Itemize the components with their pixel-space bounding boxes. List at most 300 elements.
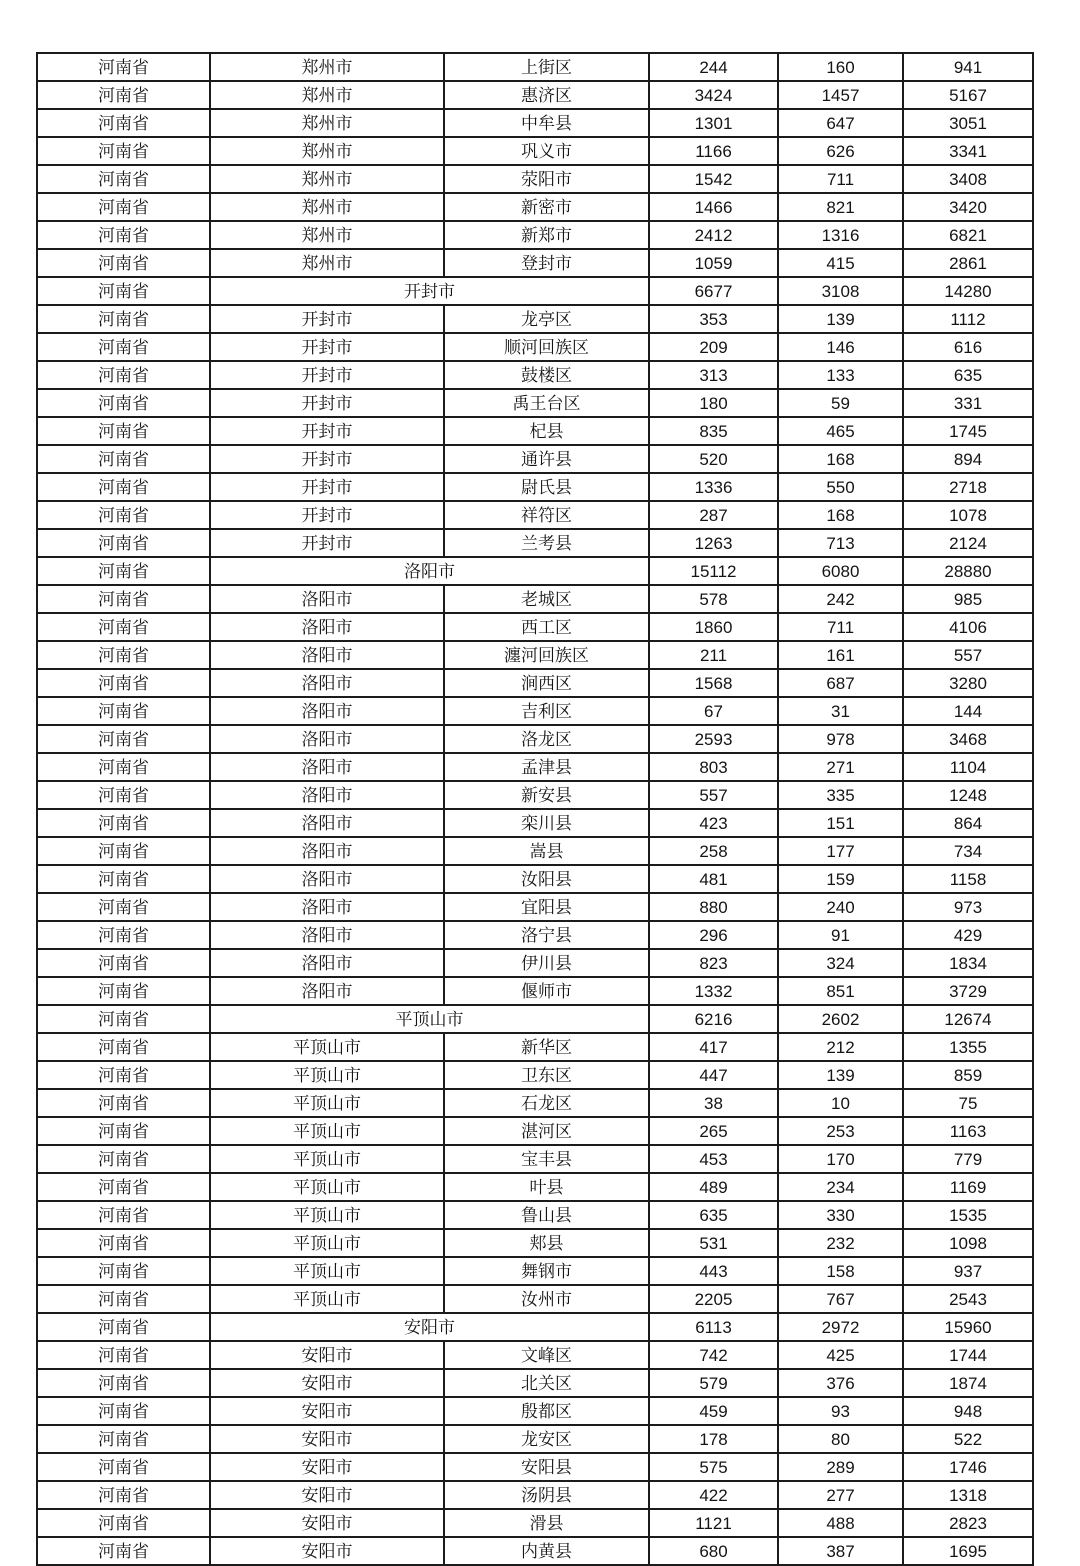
value-cell-3: 6821 bbox=[903, 221, 1033, 249]
city-cell: 洛阳市 bbox=[210, 585, 444, 613]
table-row bbox=[37, 249, 1033, 277]
value-cell-3: 937 bbox=[903, 1257, 1033, 1285]
city-cell: 洛阳市 bbox=[210, 977, 444, 1005]
city-cell: 洛阳市 bbox=[210, 949, 444, 977]
value-cell-3: 3420 bbox=[903, 193, 1033, 221]
value-cell-3: 75 bbox=[903, 1089, 1033, 1117]
value-cell-1: 520 bbox=[649, 445, 778, 473]
district-cell: 叶县 bbox=[444, 1173, 649, 1201]
table-row bbox=[37, 417, 1033, 445]
value-cell-2: 465 bbox=[778, 417, 903, 445]
district-cell: 杞县 bbox=[444, 417, 649, 445]
value-cell-2: 6080 bbox=[778, 557, 903, 585]
value-cell-3: 2823 bbox=[903, 1509, 1033, 1537]
value-cell-1: 6113 bbox=[649, 1313, 778, 1341]
district-cell: 涧西区 bbox=[444, 669, 649, 697]
city-cell: 开封市 bbox=[210, 361, 444, 389]
province-cell: 河南省 bbox=[37, 221, 210, 249]
value-cell-1: 1059 bbox=[649, 249, 778, 277]
city-cell: 开封市 bbox=[210, 445, 444, 473]
value-cell-2: 324 bbox=[778, 949, 903, 977]
value-cell-3: 2718 bbox=[903, 473, 1033, 501]
district-cell: 禹王台区 bbox=[444, 389, 649, 417]
value-cell-2: 59 bbox=[778, 389, 903, 417]
province-cell: 河南省 bbox=[37, 921, 210, 949]
district-cell: 栾川县 bbox=[444, 809, 649, 837]
city-cell: 安阳市 bbox=[210, 1481, 444, 1509]
value-cell-1: 287 bbox=[649, 501, 778, 529]
value-cell-3: 941 bbox=[903, 53, 1033, 81]
value-cell-1: 2412 bbox=[649, 221, 778, 249]
table-row bbox=[37, 53, 1033, 81]
value-cell-2: 851 bbox=[778, 977, 903, 1005]
value-cell-1: 803 bbox=[649, 753, 778, 781]
value-cell-3: 635 bbox=[903, 361, 1033, 389]
value-cell-1: 6216 bbox=[649, 1005, 778, 1033]
province-cell: 河南省 bbox=[37, 1285, 210, 1313]
city-district-merged-cell: 安阳市 bbox=[210, 1313, 649, 1341]
value-cell-1: 578 bbox=[649, 585, 778, 613]
value-cell-2: 159 bbox=[778, 865, 903, 893]
value-cell-3: 1874 bbox=[903, 1369, 1033, 1397]
value-cell-1: 680 bbox=[649, 1537, 778, 1565]
value-cell-1: 1336 bbox=[649, 473, 778, 501]
table-row bbox=[37, 1061, 1033, 1089]
district-cell: 顺河回族区 bbox=[444, 333, 649, 361]
table-row bbox=[37, 501, 1033, 529]
district-cell: 新华区 bbox=[444, 1033, 649, 1061]
value-cell-1: 459 bbox=[649, 1397, 778, 1425]
value-cell-2: 212 bbox=[778, 1033, 903, 1061]
table-row bbox=[37, 277, 1033, 305]
city-cell: 安阳市 bbox=[210, 1453, 444, 1481]
city-cell: 平顶山市 bbox=[210, 1145, 444, 1173]
district-cell: 汝州市 bbox=[444, 1285, 649, 1313]
value-cell-3: 14280 bbox=[903, 277, 1033, 305]
value-cell-3: 12674 bbox=[903, 1005, 1033, 1033]
table-row bbox=[37, 1145, 1033, 1173]
value-cell-2: 711 bbox=[778, 613, 903, 641]
value-cell-1: 575 bbox=[649, 1453, 778, 1481]
table-row bbox=[37, 1481, 1033, 1509]
value-cell-2: 1316 bbox=[778, 221, 903, 249]
table-row bbox=[37, 1341, 1033, 1369]
city-cell: 开封市 bbox=[210, 529, 444, 557]
city-cell: 洛阳市 bbox=[210, 669, 444, 697]
city-cell: 郑州市 bbox=[210, 221, 444, 249]
table-row bbox=[37, 1117, 1033, 1145]
city-cell: 洛阳市 bbox=[210, 753, 444, 781]
table-row bbox=[37, 1369, 1033, 1397]
province-cell: 河南省 bbox=[37, 1173, 210, 1201]
province-cell: 河南省 bbox=[37, 1537, 210, 1565]
district-cell: 新密市 bbox=[444, 193, 649, 221]
district-cell: 瀍河回族区 bbox=[444, 641, 649, 669]
value-cell-1: 422 bbox=[649, 1481, 778, 1509]
value-cell-2: 415 bbox=[778, 249, 903, 277]
value-cell-1: 1166 bbox=[649, 137, 778, 165]
value-cell-1: 313 bbox=[649, 361, 778, 389]
value-cell-3: 948 bbox=[903, 1397, 1033, 1425]
city-cell: 安阳市 bbox=[210, 1397, 444, 1425]
district-cell: 巩义市 bbox=[444, 137, 649, 165]
value-cell-3: 28880 bbox=[903, 557, 1033, 585]
city-cell: 安阳市 bbox=[210, 1341, 444, 1369]
value-cell-2: 253 bbox=[778, 1117, 903, 1145]
value-cell-2: 821 bbox=[778, 193, 903, 221]
province-cell: 河南省 bbox=[37, 305, 210, 333]
city-cell: 开封市 bbox=[210, 389, 444, 417]
district-cell: 滑县 bbox=[444, 1509, 649, 1537]
district-cell: 中牟县 bbox=[444, 109, 649, 137]
table-row bbox=[37, 529, 1033, 557]
value-cell-1: 742 bbox=[649, 1341, 778, 1369]
value-cell-3: 1078 bbox=[903, 501, 1033, 529]
table-row bbox=[37, 1313, 1033, 1341]
value-cell-2: 151 bbox=[778, 809, 903, 837]
value-cell-3: 894 bbox=[903, 445, 1033, 473]
value-cell-1: 481 bbox=[649, 865, 778, 893]
value-cell-2: 10 bbox=[778, 1089, 903, 1117]
district-cell: 嵩县 bbox=[444, 837, 649, 865]
province-cell: 河南省 bbox=[37, 529, 210, 557]
value-cell-2: 80 bbox=[778, 1425, 903, 1453]
value-cell-1: 635 bbox=[649, 1201, 778, 1229]
value-cell-2: 387 bbox=[778, 1537, 903, 1565]
table-row bbox=[37, 921, 1033, 949]
province-cell: 河南省 bbox=[37, 389, 210, 417]
district-cell: 郏县 bbox=[444, 1229, 649, 1257]
city-district-merged-cell: 平顶山市 bbox=[210, 1005, 649, 1033]
value-cell-1: 258 bbox=[649, 837, 778, 865]
province-cell: 河南省 bbox=[37, 501, 210, 529]
district-cell: 老城区 bbox=[444, 585, 649, 613]
value-cell-3: 4106 bbox=[903, 613, 1033, 641]
table-row bbox=[37, 613, 1033, 641]
value-cell-1: 265 bbox=[649, 1117, 778, 1145]
table-row bbox=[37, 865, 1033, 893]
value-cell-1: 2593 bbox=[649, 725, 778, 753]
value-cell-3: 3729 bbox=[903, 977, 1033, 1005]
value-cell-2: 177 bbox=[778, 837, 903, 865]
value-cell-3: 15960 bbox=[903, 1313, 1033, 1341]
district-cell: 偃师市 bbox=[444, 977, 649, 1005]
city-cell: 洛阳市 bbox=[210, 725, 444, 753]
district-cell: 殷都区 bbox=[444, 1397, 649, 1425]
province-cell: 河南省 bbox=[37, 697, 210, 725]
value-cell-1: 447 bbox=[649, 1061, 778, 1089]
table-row bbox=[37, 1033, 1033, 1061]
value-cell-1: 15112 bbox=[649, 557, 778, 585]
city-cell: 平顶山市 bbox=[210, 1089, 444, 1117]
city-cell: 开封市 bbox=[210, 333, 444, 361]
value-cell-3: 3468 bbox=[903, 725, 1033, 753]
province-cell: 河南省 bbox=[37, 1117, 210, 1145]
city-cell: 开封市 bbox=[210, 305, 444, 333]
province-cell: 河南省 bbox=[37, 753, 210, 781]
district-cell: 宜阳县 bbox=[444, 893, 649, 921]
province-cell: 河南省 bbox=[37, 81, 210, 109]
value-cell-2: 139 bbox=[778, 1061, 903, 1089]
district-cell: 伊川县 bbox=[444, 949, 649, 977]
province-cell: 河南省 bbox=[37, 977, 210, 1005]
province-cell: 河南省 bbox=[37, 1313, 210, 1341]
value-cell-1: 453 bbox=[649, 1145, 778, 1173]
province-cell: 河南省 bbox=[37, 557, 210, 585]
table-row bbox=[37, 1285, 1033, 1313]
value-cell-1: 3424 bbox=[649, 81, 778, 109]
table-row bbox=[37, 473, 1033, 501]
table-row bbox=[37, 1537, 1033, 1565]
value-cell-1: 489 bbox=[649, 1173, 778, 1201]
city-cell: 安阳市 bbox=[210, 1425, 444, 1453]
province-cell: 河南省 bbox=[37, 641, 210, 669]
value-cell-3: 1355 bbox=[903, 1033, 1033, 1061]
table-row bbox=[37, 1397, 1033, 1425]
value-cell-2: 271 bbox=[778, 753, 903, 781]
value-cell-1: 211 bbox=[649, 641, 778, 669]
value-cell-3: 331 bbox=[903, 389, 1033, 417]
value-cell-1: 67 bbox=[649, 697, 778, 725]
value-cell-1: 823 bbox=[649, 949, 778, 977]
province-cell: 河南省 bbox=[37, 893, 210, 921]
district-cell: 登封市 bbox=[444, 249, 649, 277]
value-cell-3: 1695 bbox=[903, 1537, 1033, 1565]
table-row bbox=[37, 193, 1033, 221]
city-cell: 洛阳市 bbox=[210, 921, 444, 949]
district-cell: 鼓楼区 bbox=[444, 361, 649, 389]
value-cell-3: 1744 bbox=[903, 1341, 1033, 1369]
value-cell-3: 1112 bbox=[903, 305, 1033, 333]
value-cell-2: 376 bbox=[778, 1369, 903, 1397]
province-cell: 河南省 bbox=[37, 949, 210, 977]
value-cell-2: 277 bbox=[778, 1481, 903, 1509]
value-cell-1: 353 bbox=[649, 305, 778, 333]
value-cell-3: 522 bbox=[903, 1425, 1033, 1453]
value-cell-2: 3108 bbox=[778, 277, 903, 305]
province-cell: 河南省 bbox=[37, 1341, 210, 1369]
value-cell-2: 146 bbox=[778, 333, 903, 361]
city-cell: 平顶山市 bbox=[210, 1257, 444, 1285]
value-cell-1: 180 bbox=[649, 389, 778, 417]
city-cell: 平顶山市 bbox=[210, 1285, 444, 1313]
value-cell-1: 2205 bbox=[649, 1285, 778, 1313]
table-row bbox=[37, 557, 1033, 585]
district-cell: 上街区 bbox=[444, 53, 649, 81]
province-cell: 河南省 bbox=[37, 613, 210, 641]
province-cell: 河南省 bbox=[37, 277, 210, 305]
value-cell-2: 550 bbox=[778, 473, 903, 501]
value-cell-3: 1158 bbox=[903, 865, 1033, 893]
city-cell: 洛阳市 bbox=[210, 865, 444, 893]
city-cell: 平顶山市 bbox=[210, 1229, 444, 1257]
value-cell-2: 713 bbox=[778, 529, 903, 557]
table-row bbox=[37, 725, 1033, 753]
value-cell-1: 209 bbox=[649, 333, 778, 361]
statistics-table bbox=[36, 52, 1034, 1566]
value-cell-2: 767 bbox=[778, 1285, 903, 1313]
province-cell: 河南省 bbox=[37, 1257, 210, 1285]
district-cell: 汝阳县 bbox=[444, 865, 649, 893]
province-cell: 河南省 bbox=[37, 1369, 210, 1397]
province-cell: 河南省 bbox=[37, 1481, 210, 1509]
value-cell-2: 232 bbox=[778, 1229, 903, 1257]
city-cell: 洛阳市 bbox=[210, 697, 444, 725]
value-cell-1: 557 bbox=[649, 781, 778, 809]
table-row bbox=[37, 1089, 1033, 1117]
district-cell: 尉氏县 bbox=[444, 473, 649, 501]
district-cell: 兰考县 bbox=[444, 529, 649, 557]
table-row bbox=[37, 333, 1033, 361]
province-cell: 河南省 bbox=[37, 137, 210, 165]
value-cell-1: 531 bbox=[649, 1229, 778, 1257]
value-cell-1: 579 bbox=[649, 1369, 778, 1397]
city-cell: 平顶山市 bbox=[210, 1033, 444, 1061]
value-cell-1: 6677 bbox=[649, 277, 778, 305]
city-cell: 平顶山市 bbox=[210, 1061, 444, 1089]
value-cell-2: 31 bbox=[778, 697, 903, 725]
value-cell-2: 161 bbox=[778, 641, 903, 669]
province-cell: 河南省 bbox=[37, 109, 210, 137]
value-cell-2: 240 bbox=[778, 893, 903, 921]
table-body bbox=[37, 53, 1033, 1565]
value-cell-1: 1301 bbox=[649, 109, 778, 137]
value-cell-3: 1169 bbox=[903, 1173, 1033, 1201]
city-cell: 郑州市 bbox=[210, 53, 444, 81]
district-cell: 洛宁县 bbox=[444, 921, 649, 949]
value-cell-2: 1457 bbox=[778, 81, 903, 109]
city-cell: 洛阳市 bbox=[210, 641, 444, 669]
table-row bbox=[37, 1509, 1033, 1537]
value-cell-3: 3051 bbox=[903, 109, 1033, 137]
table-row bbox=[37, 753, 1033, 781]
district-cell: 龙亭区 bbox=[444, 305, 649, 333]
table-row bbox=[37, 165, 1033, 193]
value-cell-3: 2861 bbox=[903, 249, 1033, 277]
city-district-merged-cell: 开封市 bbox=[210, 277, 649, 305]
value-cell-2: 170 bbox=[778, 1145, 903, 1173]
table-row bbox=[37, 893, 1033, 921]
value-cell-2: 2602 bbox=[778, 1005, 903, 1033]
value-cell-3: 3408 bbox=[903, 165, 1033, 193]
district-cell: 内黄县 bbox=[444, 1537, 649, 1565]
district-cell: 西工区 bbox=[444, 613, 649, 641]
value-cell-2: 425 bbox=[778, 1341, 903, 1369]
province-cell: 河南省 bbox=[37, 1425, 210, 1453]
district-cell: 惠济区 bbox=[444, 81, 649, 109]
table-row bbox=[37, 837, 1033, 865]
value-cell-3: 5167 bbox=[903, 81, 1033, 109]
district-cell: 孟津县 bbox=[444, 753, 649, 781]
province-cell: 河南省 bbox=[37, 1397, 210, 1425]
value-cell-1: 244 bbox=[649, 53, 778, 81]
table-row bbox=[37, 1257, 1033, 1285]
district-cell: 通许县 bbox=[444, 445, 649, 473]
district-cell: 文峰区 bbox=[444, 1341, 649, 1369]
value-cell-2: 160 bbox=[778, 53, 903, 81]
value-cell-3: 1318 bbox=[903, 1481, 1033, 1509]
district-cell: 龙安区 bbox=[444, 1425, 649, 1453]
value-cell-3: 973 bbox=[903, 893, 1033, 921]
value-cell-3: 864 bbox=[903, 809, 1033, 837]
city-cell: 郑州市 bbox=[210, 137, 444, 165]
table-row bbox=[37, 1173, 1033, 1201]
value-cell-1: 1568 bbox=[649, 669, 778, 697]
table-row bbox=[37, 361, 1033, 389]
value-cell-1: 178 bbox=[649, 1425, 778, 1453]
city-cell: 安阳市 bbox=[210, 1369, 444, 1397]
district-cell: 石龙区 bbox=[444, 1089, 649, 1117]
province-cell: 河南省 bbox=[37, 1145, 210, 1173]
district-cell: 湛河区 bbox=[444, 1117, 649, 1145]
table-row bbox=[37, 669, 1033, 697]
value-cell-2: 978 bbox=[778, 725, 903, 753]
value-cell-3: 429 bbox=[903, 921, 1033, 949]
province-cell: 河南省 bbox=[37, 473, 210, 501]
value-cell-3: 3341 bbox=[903, 137, 1033, 165]
value-cell-2: 133 bbox=[778, 361, 903, 389]
value-cell-2: 91 bbox=[778, 921, 903, 949]
province-cell: 河南省 bbox=[37, 1033, 210, 1061]
table-row bbox=[37, 1453, 1033, 1481]
value-cell-2: 626 bbox=[778, 137, 903, 165]
district-cell: 新安县 bbox=[444, 781, 649, 809]
value-cell-3: 734 bbox=[903, 837, 1033, 865]
table-row bbox=[37, 585, 1033, 613]
value-cell-2: 234 bbox=[778, 1173, 903, 1201]
value-cell-3: 1163 bbox=[903, 1117, 1033, 1145]
district-cell: 卫东区 bbox=[444, 1061, 649, 1089]
value-cell-1: 1860 bbox=[649, 613, 778, 641]
value-cell-1: 443 bbox=[649, 1257, 778, 1285]
district-cell: 荥阳市 bbox=[444, 165, 649, 193]
province-cell: 河南省 bbox=[37, 53, 210, 81]
province-cell: 河南省 bbox=[37, 361, 210, 389]
value-cell-1: 1542 bbox=[649, 165, 778, 193]
city-district-merged-cell: 洛阳市 bbox=[210, 557, 649, 585]
province-cell: 河南省 bbox=[37, 725, 210, 753]
table-row bbox=[37, 809, 1033, 837]
province-cell: 河南省 bbox=[37, 837, 210, 865]
city-cell: 洛阳市 bbox=[210, 837, 444, 865]
province-cell: 河南省 bbox=[37, 445, 210, 473]
value-cell-3: 2543 bbox=[903, 1285, 1033, 1313]
province-cell: 河南省 bbox=[37, 417, 210, 445]
table-row bbox=[37, 1005, 1033, 1033]
province-cell: 河南省 bbox=[37, 1089, 210, 1117]
value-cell-2: 93 bbox=[778, 1397, 903, 1425]
value-cell-3: 1745 bbox=[903, 417, 1033, 445]
value-cell-1: 423 bbox=[649, 809, 778, 837]
province-cell: 河南省 bbox=[37, 165, 210, 193]
value-cell-3: 144 bbox=[903, 697, 1033, 725]
table-row bbox=[37, 1201, 1033, 1229]
value-cell-3: 1104 bbox=[903, 753, 1033, 781]
value-cell-1: 835 bbox=[649, 417, 778, 445]
value-cell-3: 1535 bbox=[903, 1201, 1033, 1229]
city-cell: 开封市 bbox=[210, 501, 444, 529]
value-cell-1: 1466 bbox=[649, 193, 778, 221]
table-row bbox=[37, 221, 1033, 249]
table-row bbox=[37, 1229, 1033, 1257]
value-cell-3: 779 bbox=[903, 1145, 1033, 1173]
city-cell: 郑州市 bbox=[210, 109, 444, 137]
value-cell-3: 557 bbox=[903, 641, 1033, 669]
province-cell: 河南省 bbox=[37, 249, 210, 277]
city-cell: 郑州市 bbox=[210, 249, 444, 277]
table-row bbox=[37, 81, 1033, 109]
value-cell-1: 38 bbox=[649, 1089, 778, 1117]
